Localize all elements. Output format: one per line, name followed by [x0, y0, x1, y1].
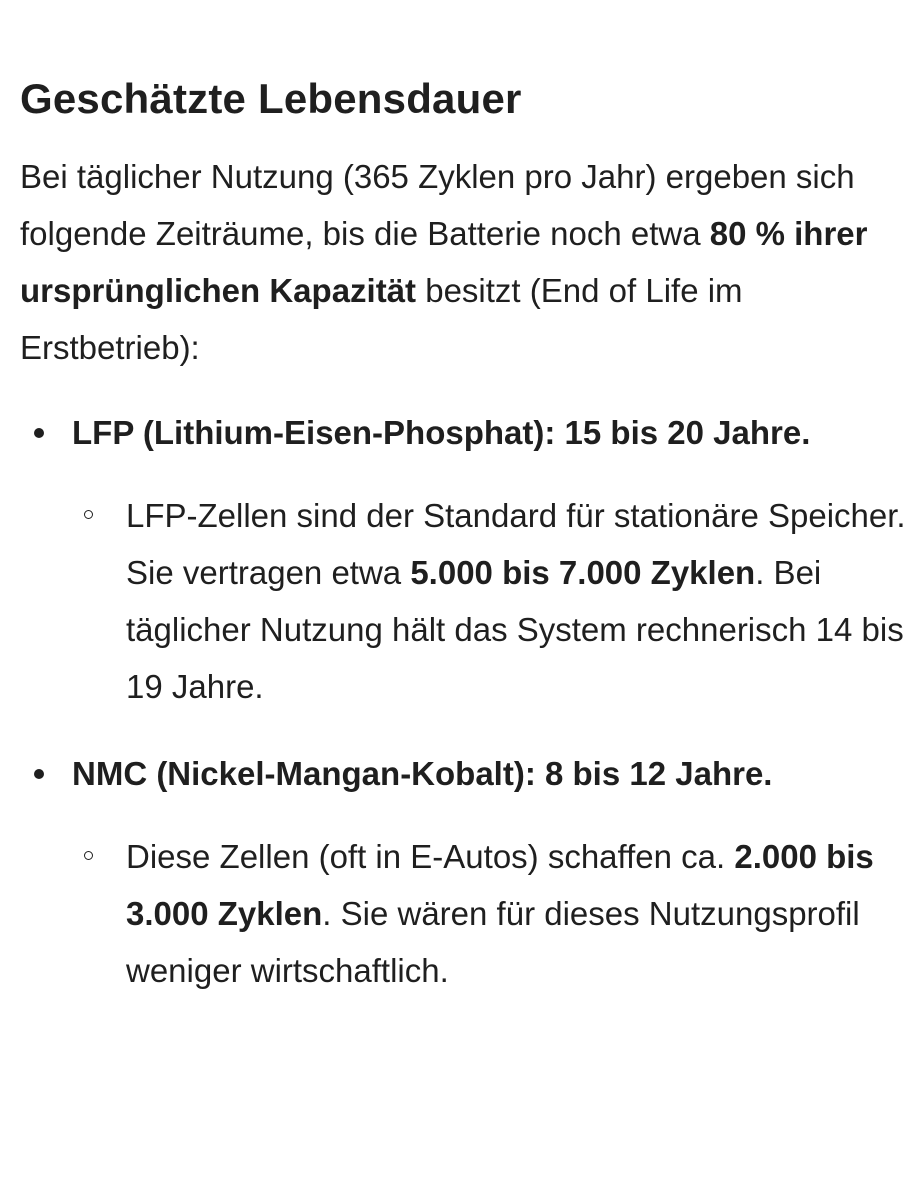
- sub-item-bold: 2.000 bis 3.000 Zyklen: [126, 838, 874, 932]
- list-item-title: LFP (Lithium-Eisen-Phosphat): 15 bis 20 Jahre.: [72, 414, 811, 451]
- bullet-circle-icon: [72, 828, 126, 885]
- sub-list-item: [72, 487, 910, 715]
- bullet-disc-icon: [20, 745, 72, 802]
- response-content: [20, 70, 910, 999]
- intro-bold-capacity: 80 % ihrer ursprünglichen Kapazität: [20, 215, 868, 309]
- sub-item-bold: 5.000 bis 7.000 Zyklen: [410, 554, 756, 591]
- intro-paragraph: [20, 148, 910, 376]
- sub-item-text: LFP-Zellen sind der Standard für stationäre Speicher. Sie vertragen etwa 5.000 bis 7.000 Zyklen. Bei täglicher Nutzung hält das System rechnerisch 14 bis 19 Jahre.: [126, 497, 906, 705]
- chemistry-list: [20, 404, 910, 999]
- intro-text-end: besitzt (End of Life im Erstbetrieb):: [20, 272, 743, 366]
- list-item-lfp: [20, 404, 910, 715]
- intro-text-start: Bei täglicher Nutzung (365 Zyklen pro Jahr) ergeben sich folgende Zeiträume, bis die Batterie noch etwa: [20, 158, 855, 252]
- list-item-title: NMC (Nickel-Mangan-Kobalt): 8 bis 12 Jahre.: [72, 755, 773, 792]
- sub-list-item: [72, 828, 910, 999]
- section-heading: Geschätzte Lebensdauer: [20, 75, 522, 122]
- sub-list: [20, 487, 910, 715]
- list-item-nmc: [20, 745, 910, 999]
- sub-list: [20, 828, 910, 999]
- bullet-circle-icon: [72, 487, 126, 544]
- sub-item-text: Diese Zellen (oft in E-Autos) schaffen ca. 2.000 bis 3.000 Zyklen. Sie wären für dieses Nutzungsprofil weniger wirtschaftlich.: [126, 838, 874, 989]
- bullet-disc-icon: [20, 404, 72, 461]
